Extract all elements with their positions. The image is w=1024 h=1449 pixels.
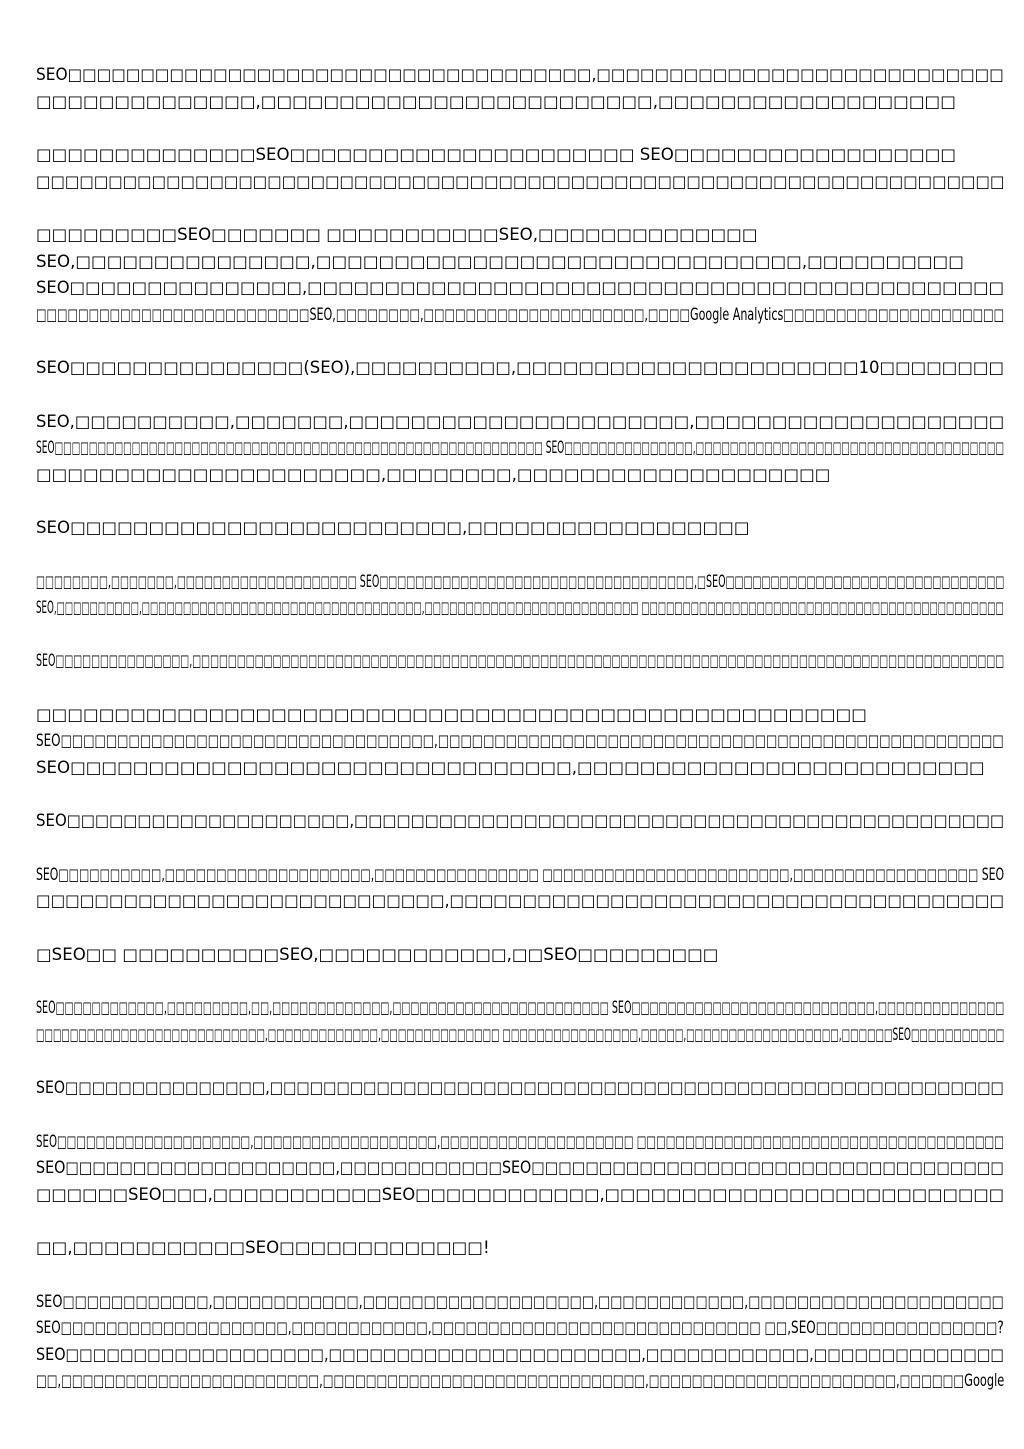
text-line: □□□□□□□□□□□□□□□□□□□□□□□□□□□,□□□□□□□□□□□□□,□□□□□□□□□□□□□□ □□□□□□□□□□□□□□□□,□□□□□,□□□□□□□□□□□□□□□□□□,□□□□□□SEO□□□□□□□□□□□ xyxy=(36,1024,1005,1044)
paragraph xyxy=(36,142,1005,195)
paragraph xyxy=(36,515,988,542)
text-line: □□,□□□□□□□□□□□□□□□□□□□□□□□□,□□□□□□□□□□□□□□□□□□□□□□□□□□□□□□,□□□□□□□□□□□□□□□□□□□□□□□,□□□□□□Google xyxy=(36,1371,1005,1391)
text-line: □□□□□□□□□□□□□□□□□□□□□□□□□□SEO,□□□□□□□□,□□□□□□□□□□□□□□□□□□□□□,□□□□Google Analytics□□□□□□□□□□□□□□□□□□□□□ xyxy=(36,304,1005,324)
text-line: SEO□□□□□□□□□□□□□□□□□□□□□□□□□□□□□□□□□□□□□□□□□□□□□□□□□□□□□□□□□ SEO□□□□□□□□□□□□□□□,□□□□□□□□□□□□□□□□□□□□□□□□□□□□□□□□□□□□ xyxy=(36,438,1005,458)
paragraph xyxy=(36,808,1005,835)
paragraph xyxy=(36,1235,988,1262)
text-line: □SEO□□ □□□□□□□□□□SEO,□□□□□□□□□□□□,□□SEO□□□□□□□□□ xyxy=(36,944,719,964)
text-line: SEO□□□□□□□□□□□□□□□□□□□□,□□□□□□□□□□□□SEO□□□□□□□□□□□□□□□□□□□□□□□□□□□□□□□□□□□ xyxy=(36,1158,1004,1178)
text-line: □□□□□□□□□□□□□□□□□□□□□□,□□□□□□□□,□□□□□□□□□□□□□□□□□□□□ xyxy=(36,464,831,484)
text-line: SEO□□□□□□□□□□□□,□□□□□□□□□,□□,□□□□□□□□□□□□□,□□□□□□□□□□□□□□□□□□□□□□□□ SEO□□□□□□□□□□□□□□□□□□□□□□□□□□□,□□□□□□□□□□□□□□ xyxy=(36,998,1005,1018)
paragraph xyxy=(36,62,1004,115)
text-line: SEO,□□□□□□□□□□,□□□□□□□,□□□□□□□□□□□□□□□□□□□□□□,□□□□□□□□□□□□□□□□□□□□ xyxy=(36,411,1005,431)
text-line: SEO□□□□□□□□□□□□□□□,□□□□□□□□□□□□□□□□□□□□□□□□□□□□□□□□□□□□□□□□□□□□□□□□□□□□□□□ xyxy=(36,1078,1004,1098)
text-line: □□□□□□□□□□□□□□□□□□□□□□□□□□□□□□□□□□□□□□□□□□□□□□□□□□□□□□□□□□□□□□□□□□□ xyxy=(36,171,1005,191)
text-line: □□□□□□□□□□□□□□□□□□□□□□□□□□□□□□□□□□□□□□□□□□□□□□□□□□□□□ xyxy=(36,704,867,724)
text-line: SEO□□□□□□□□□□□□□□□□□□□□□□□□□□□□□□□□□□□□,□□□□□□□□□□□□□□□□□□□□□□□□□□□□ xyxy=(36,65,1004,84)
text-line: □□□□□□□□□□□□□□SEO□□□□□□□□□□□□□□□□□□□□□□ SEO□□□□□□□□□□□□□□□□□□ xyxy=(36,144,957,164)
text-line: SEO,□□□□□□□□□□,□□□□□□□□□□□□□□□□□□□□□□□□□□□□□□□□□□,□□□□□□□□□□□□□□□□□□□□□□□□□□ □□□□□□□□□□□□□□□□□□□□□□□□□□□□□□□□□□□□□□□□□□□□ xyxy=(36,598,1004,618)
text-line: □□,□□□□□□□□□□□SEO□□□□□□□□□□□□□! xyxy=(36,1238,490,1258)
text-line: □□□□□□□□□□□□□□□□□□□□□□□□□□□□,□□□□□□□□□□□□□□□□□□□□□□□□□□□□□□□□□□□□□□ xyxy=(36,891,1005,911)
text-line: SEO□□□□□□□□□□□□□□□,□□□□□□□□□□□□□□□□□□□□□□□□□□□□□□□□□□□□□□□□□□□□□□□□□□□□□□□□□□□□□□□□□□□□□□□□□□□□□□□□□□□□□□□□□□□ xyxy=(36,651,1005,671)
text-line: □□□□□□□□□□□□□□,□□□□□□□□□□□□□□□□□□□□□□□□□,□□□□□□□□□□□□□□□□□□□ xyxy=(36,91,956,111)
text-line: □□□□□□□□□SEO□□□□□□□ □□□□□□□□□□□SEO,□□□□□□□□□□□□□□ xyxy=(36,224,758,244)
text-line: SEO□□□□□□□□□□□□□□□□□□□□□□□□□□□□□□□□,□□□□□□□□□□□□□□□□□□□□□□□□□□ xyxy=(36,758,985,778)
text-line: SEO□□□□□□□□□□□□□□□□□□□□□□□□□□□□□□□□□,□□□□□□□□□□□□□□□□□□□□□□□□□□□□□□□□□□□□□□□□□□□□□□□□□□ xyxy=(36,731,1004,751)
text-line: SEO□□□□□□□□□□□□□□□□□□□□,□□□□□□□□□□□□□□□□□□□,□□□□□□□□□□□□□□□□□□□□ □□□□□□□□□□□□□□□□□□□□□□□□□□□□□□□□□□□□□□ xyxy=(36,1131,1004,1151)
paragraph xyxy=(36,702,1004,782)
paragraph xyxy=(36,942,988,969)
text-line: SEO□□□□□□□□□□□□□□□,□□□□□□□□□□□□□□□□□□□□□□□□□□□□□□□□□□□□□□□□□□□□□ xyxy=(36,278,1005,298)
paragraph xyxy=(36,862,1005,915)
text-line: SEO□□□□□□□□□□□□□□□□□□□□,□□□□□□□□□□□□,□□□□□□□□□□□□□□□□□□□□□□□□□□□□□ □□,SEO□□□□□□□□□□□□□□□□? xyxy=(36,1318,1004,1338)
text-line: □□□□□□□□,□□□□□□□,□□□□□□□□□□□□□□□□□□□□ SEO□□□□□□□□□□□□□□□□□□□□□□□□□□□□□□□□□□□,□SEO□□□□□□□□□□□□□□□□□□□□□□□□□□□□□□□ xyxy=(36,571,1005,591)
text-line: SEO□□□□□□□□□□,□□□□□□□□□□□□□□□□□□□□,□□□□□□□□□□□□□□□□ □□□□□□□□□□□□□□□□□□□□□□□□,□□□□□□□□□□□□□□□□□□ SEO xyxy=(36,864,1005,884)
paragraph xyxy=(36,1289,1005,1395)
paragraph xyxy=(36,222,1005,328)
text-line: □□□□□□SEO□□□,□□□□□□□□□□□SEO□□□□□□□□□□□□,□□□□□□□□□□□□□□□□□□□□□□□□□□ xyxy=(36,1184,1005,1204)
paragraph xyxy=(36,1075,1004,1102)
paragraph xyxy=(36,1129,1005,1209)
paragraph xyxy=(36,409,1005,489)
paragraph xyxy=(36,569,1005,622)
text-line: SEO,□□□□□□□□□□□□□□□,□□□□□□□□□□□□□□□□□□□□□□□□□□□□□□□,□□□□□□□□□□ xyxy=(36,251,964,271)
text-line: SEO□□□□□□□□□□□□□□□□□□□,□□□□□□□□□□□□□□□□□□□□□□□,□□□□□□□□□□□□,□□□□□□□□□□□□□□ xyxy=(36,1344,1005,1364)
paragraph xyxy=(36,355,1005,382)
text-line: SEO□□□□□□□□□□□□,□□□□□□□□□□□□,□□□□□□□□□□□□□□□□□□□,□□□□□□□□□□□□,□□□□□□□□□□□□□□□□□□□□□ xyxy=(36,1291,1004,1311)
text-line: SEO□□□□□□□□□□□□□□□□□□□□□□□□□,□□□□□□□□□□□□□□□□□□ xyxy=(36,518,750,538)
text-line: SEO□□□□□□□□□□□□□□□(SEO),□□□□□□□□□□,□□□□□□□□□□□□□□□□□□□□□□10□□□□□□□□ xyxy=(36,358,1005,378)
text-line: SEO□□□□□□□□□□□□□□□□□□□□,□□□□□□□□□□□□□□□□□□□□□□□□□□□□□□□□□□□□□□□□□□□□□□ xyxy=(36,811,1005,831)
paragraph xyxy=(36,995,1005,1048)
paragraph xyxy=(36,648,1005,675)
